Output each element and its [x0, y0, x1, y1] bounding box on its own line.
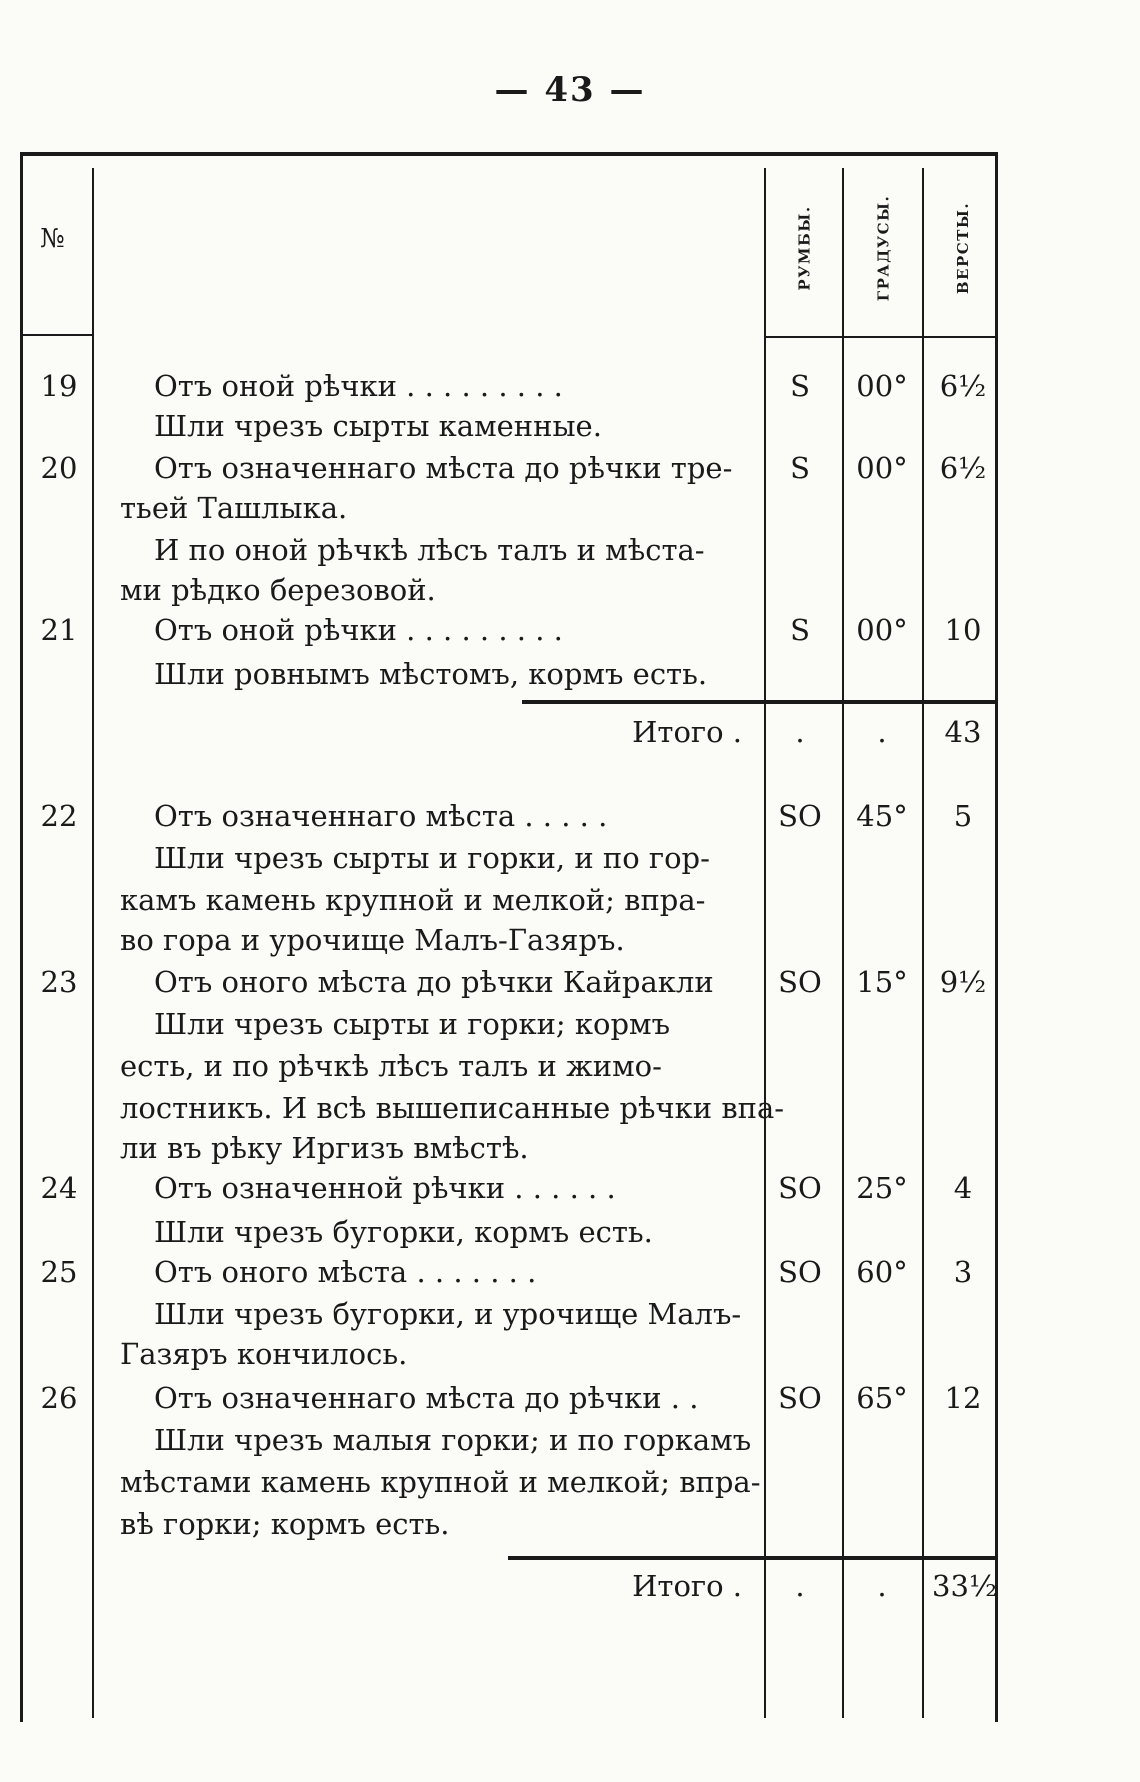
versty-column-header: ВЕРСТЫ. — [954, 201, 972, 295]
table-row: вѣ горки; кормъ есть. — [120, 1507, 450, 1541]
table-row: 19 Отъ оной рѣчки . . . . . . . . . S 00° 6½ — [40, 369, 987, 403]
table-row: есть, и по рѣчкѣ лѣсъ талъ и жимо- — [120, 1049, 662, 1083]
table-row: 22 Отъ означеннаго мѣста . . . . . SO 45° 5 — [40, 799, 973, 833]
table-row: 24 Отъ означенной рѣчки . . . . . . SO 25° 4 — [40, 1171, 973, 1205]
table-row: во гора и урочище Малъ-Газяръ. — [120, 923, 625, 957]
table-row: 26 Отъ означеннаго мѣста до рѣчки . . SO 65° 12 — [40, 1381, 982, 1415]
table-row: Шли чрезъ бугорки, кормъ есть. — [154, 1215, 653, 1249]
page-number: — 43 — — [494, 70, 646, 110]
table-row: лостникъ. И всѣ вышеписанные рѣчки впа- — [120, 1091, 785, 1125]
subtotal-rule — [522, 700, 996, 704]
table-row: Шли чрезъ сырты каменные. — [154, 409, 602, 443]
table-row: камъ камень крупной и мелкой; впра- — [120, 883, 706, 917]
table-row: мѣстами камень крупной и мелкой; впра- — [120, 1465, 761, 1499]
table-row: И по оной рѣчкѣ лѣсъ талъ и мѣста- — [154, 533, 705, 567]
table-row: Шли чрезъ сырты и горки; кормъ — [154, 1007, 671, 1041]
table-row: Шли чрезъ бугорки, и урочище Малъ- — [154, 1297, 742, 1331]
table-row: 23 Отъ оного мѣста до рѣчки Кайракли SO 15° 9½ — [40, 965, 987, 999]
rumby-column-header: РУМБЫ. — [796, 205, 814, 291]
table-row: Шли чрезъ малыя горки; и по горкамъ — [154, 1423, 752, 1457]
table-row: Шли чрезъ сырты и горки, и по гор- — [154, 841, 710, 875]
table-row: ми рѣдко березовой. — [120, 573, 436, 607]
table-row: 20 Отъ означеннаго мѣста до рѣчки тре- S 00° 6½ — [40, 451, 987, 485]
table-row: 25 Отъ оного мѣста . . . . . . . SO 60° 3 — [40, 1255, 973, 1289]
total-row: Итого . . . 33½ — [632, 1569, 998, 1603]
total-row: Итого . . . 43 — [632, 715, 982, 749]
table-row: тьей Ташлыка. — [120, 491, 348, 525]
gradusy-column-header: ГРАДУСЫ. — [874, 194, 892, 302]
table-row: Шли ровнымъ мѣстомъ, кормъ есть. — [154, 657, 708, 691]
table-row: ли въ рѣку Иргизъ вмѣстѣ. — [120, 1131, 529, 1165]
subtotal-rule — [508, 1556, 996, 1560]
number-column-header: № — [40, 224, 65, 254]
table-row: 21 Отъ оной рѣчки . . . . . . . . . S 00° 10 — [40, 613, 982, 647]
table-row: Газяръ кончилось. — [120, 1337, 408, 1371]
